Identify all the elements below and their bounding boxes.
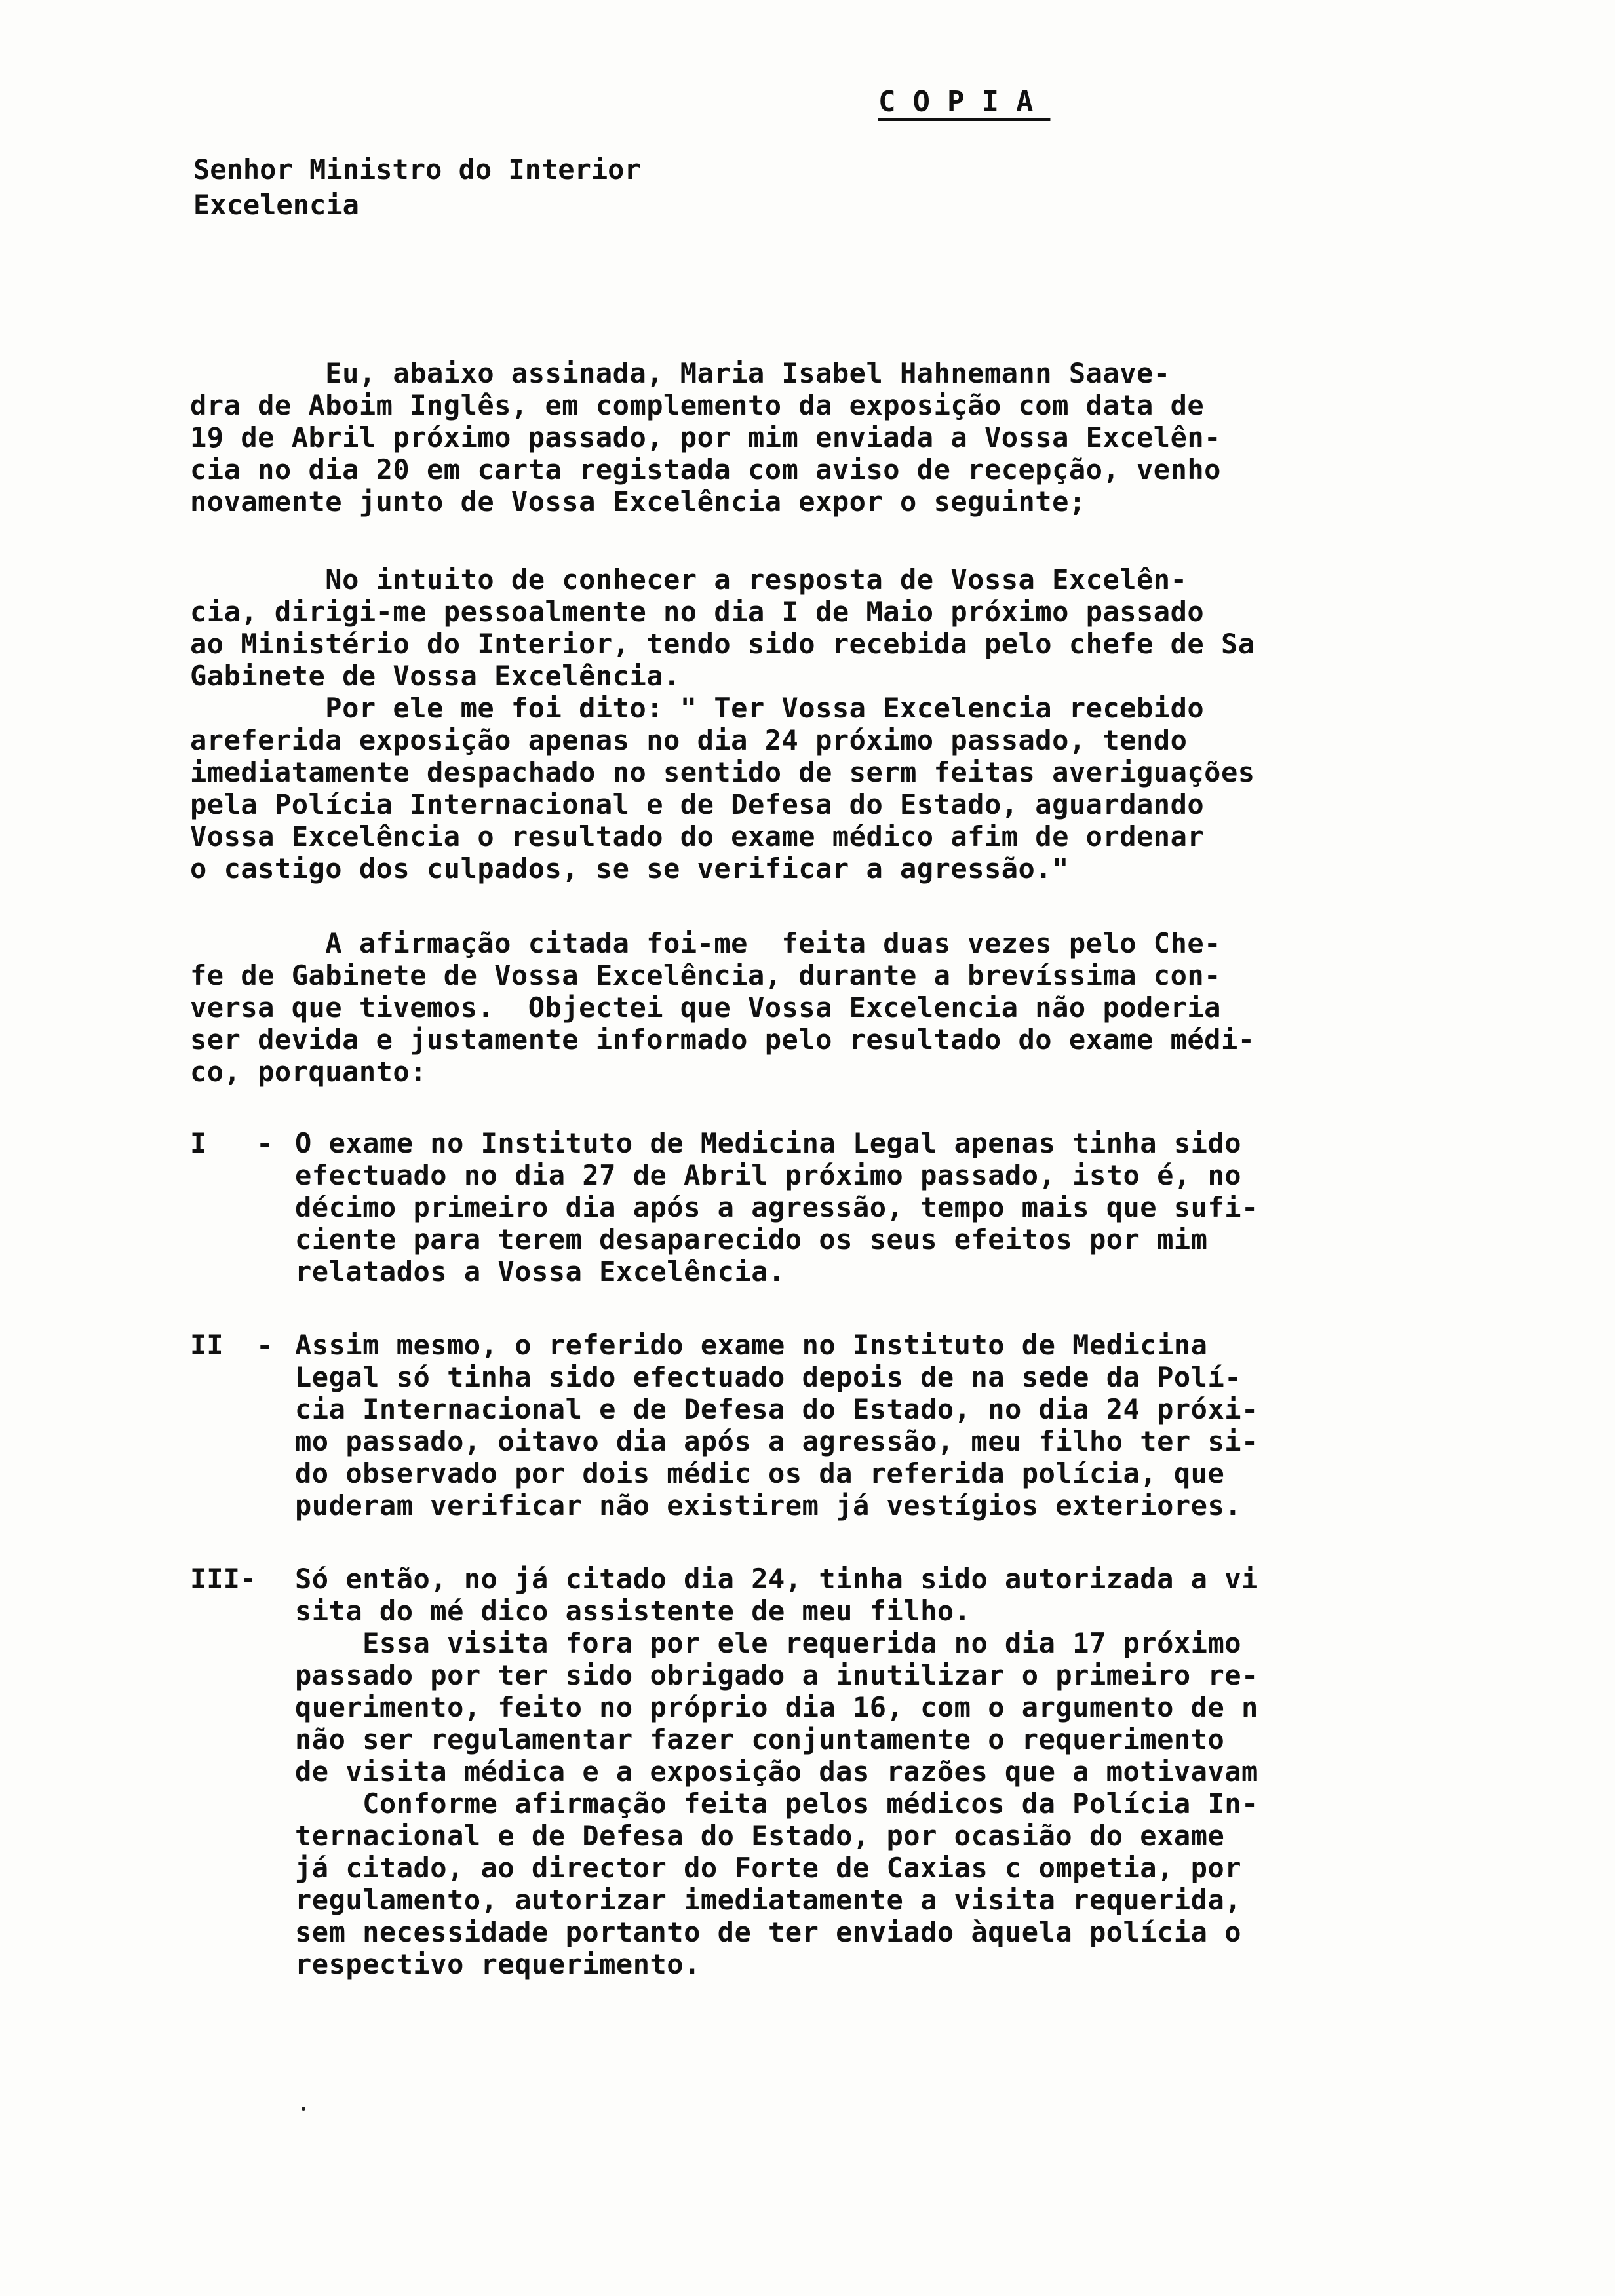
item-number-3: III- <box>190 1563 257 1595</box>
document-title: COPIA <box>878 85 1051 119</box>
stray-ink-mark <box>302 2107 305 2111</box>
paragraph-intro: Eu, abaixo assinada, Maria Isabel Hahnemann Saave- dra de Aboim Inglês, em complemento da exposição com data de 19 de Abril próximo passado, por mim enviada a Vossa Excelên- cia no dia 20 em carta registada com aviso de recepção, venho novamente junto de Vossa Excelência expor o seguinte; <box>190 357 1221 518</box>
item-number-2: II - <box>190 1329 273 1361</box>
salutation-line-1: Senhor Ministro do Interior <box>193 153 641 185</box>
item-number-1: I - <box>190 1127 273 1159</box>
item-text-3: Só então, no já citado dia 24, tinha sido autorizada a vi sita do mé dico assistente de meu filho. Essa visita fora por ele requerida no dia 17 próximo passado por ter sido obrigado a inutilizar o primeiro re- querimento, feito no próprio dia 16, com o argumento de n não ser regulamentar fazer conjuntamente o requerimento de visita médica e a exposição das razões que a motivavam Conforme afirmação feita pelos médicos da Polícia In- ternacional e de Defesa do Estado, por ocasião do exame já citado, ao director do Forte de Caxias c ompetia, por regulamento, autorizar imediatamente a visita requerida, sem necessidade portanto de ter enviado àquela polícia o respectivo requerimento. <box>295 1563 1258 1980</box>
paragraph-statement: A afirmação citada foi-me feita duas vezes pelo Che- fe de Gabinete de Vossa Excelência, durante a brevíssima con- versa que tivemos. Objectei que Vossa Excelencia não poderia ser devida e justamente informado pelo resultado do exame médi- co, porquanto: <box>190 927 1255 1088</box>
item-text-2: Assim mesmo, o referido exame no Instituto de Medicina Legal só tinha sido efectuado depois de na sede da Polí- cia Internacional e de Defesa do Estado, no dia 24 próxi- mo passado, oitavo dia após a agressão, meu filho ter si- do observado por dois médic os da referida polícia, que puderam verificar não existirem já vestígios exteriores. <box>295 1329 1258 1521</box>
salutation <box>193 152 641 223</box>
paragraph-visit: No intuito de conhecer a resposta de Vossa Excelên- cia, dirigi-me pessoalmente no dia I de Maio próximo passado ao Ministério do Interior, tendo sido recebida pelo chefe de Sa Gabinete de Vossa Excelência. Por ele me foi dito: " Ter Vossa Excelencia recebido areferida exposição apenas no dia 24 próximo passado, tendo imediatamente despachado no sentido de serm feitas averiguações pela Polícia Internacional e de Defesa do Estado, aguardando Vossa Excelência o resultado do exame médico afim de ordenar o castigo dos culpados, se se verificar a agressão." <box>190 564 1255 885</box>
salutation-line-2: Excelencia <box>193 189 359 221</box>
item-text-1: O exame no Instituto de Medicina Legal apenas tinha sido efectuado no dia 27 de Abril próximo passado, isto é, no décimo primeiro dia após a agressão, tempo mais que sufi- ciente para terem desaparecido os seus efeitos por mim relatados a Vossa Excelência. <box>295 1127 1258 1288</box>
